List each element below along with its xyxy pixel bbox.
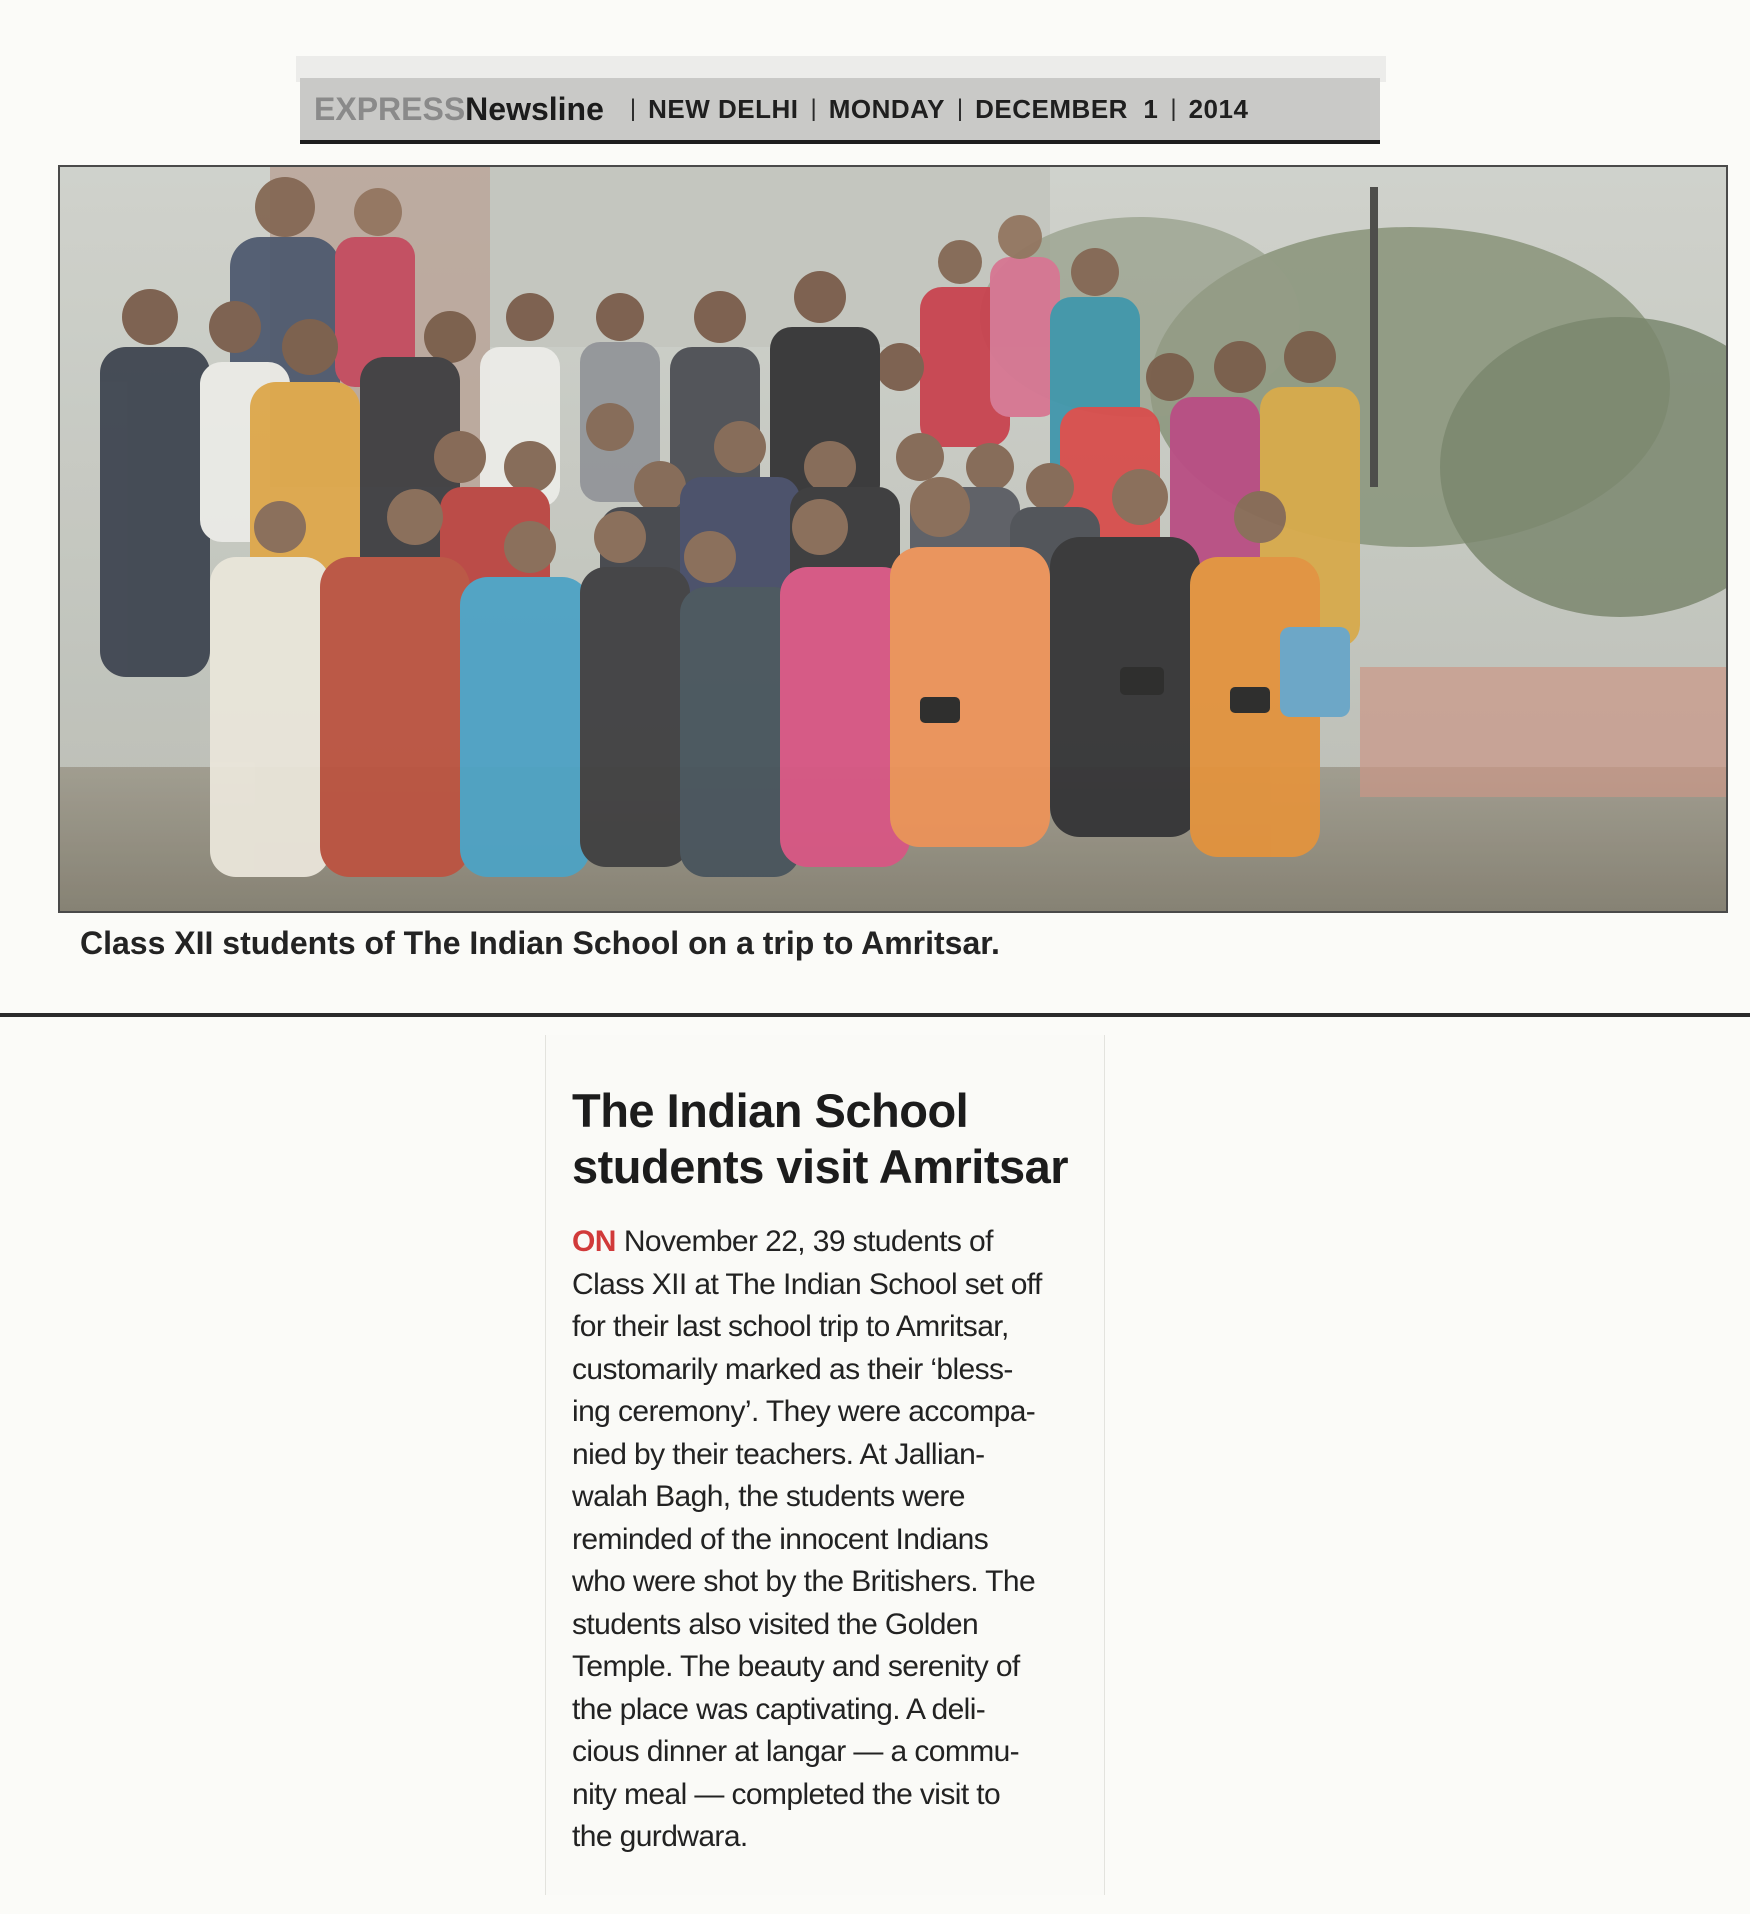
headline-line: students visit Amritsar: [572, 1140, 1069, 1193]
group-photo-illustration: [60, 167, 1726, 911]
brand-newsline: Newsline: [465, 90, 604, 127]
masthead-separator: |: [1170, 95, 1177, 122]
section-divider: [0, 1013, 1750, 1017]
body-line: nied by their teachers. At Jallian-: [572, 1437, 985, 1471]
body-line: the gurdwara.: [572, 1820, 748, 1853]
body-line: the place was captivating. A deli-: [572, 1692, 986, 1726]
masthead-year: 2014: [1188, 93, 1249, 124]
body-line: [572, 1221, 1092, 1264]
body-line: for their last school trip to Amritsar,: [572, 1310, 1009, 1343]
body-line: ing ceremony’. They were accompa-: [572, 1395, 1036, 1428]
body-line: walah Bagh, the students were: [572, 1480, 965, 1513]
body-line: customarily marked as their ‘bless-: [572, 1352, 1013, 1386]
body-line: reminded of the innocent Indians: [572, 1522, 989, 1556]
article-headline: [572, 1083, 1104, 1195]
masthead-day: MONDAY: [828, 93, 945, 124]
newspaper-masthead: [300, 78, 1380, 144]
masthead-city: NEW DELHI: [648, 93, 799, 124]
brand-express: EXPRESS: [314, 90, 466, 127]
headline-line: The Indian School: [572, 1084, 969, 1137]
masthead-separator: |: [956, 95, 964, 122]
masthead-separator: |: [810, 95, 817, 122]
group-photo: [58, 165, 1728, 913]
body-line: cious dinner at langar — a commu-: [572, 1735, 1020, 1768]
body-line: Temple. The beauty and serenity of: [572, 1650, 1020, 1683]
photo-caption: Class XII students of The Indian School on a trip to Amritsar.: [80, 925, 1000, 961]
body-line: who were shot by the Britishers. The: [572, 1565, 1036, 1598]
body-line-text: November 22, 39 students of: [623, 1225, 993, 1258]
masthead-date: DECEMBER 1: [975, 93, 1159, 124]
article-body: [572, 1221, 1092, 1859]
body-line: students also visited the Golden: [572, 1607, 979, 1641]
lead-word: ON: [572, 1225, 616, 1258]
article-column: [545, 1035, 1105, 1895]
body-line: Class XII at The Indian School set off: [572, 1267, 1042, 1301]
body-line: nity meal — completed the visit to: [572, 1777, 1001, 1811]
masthead-separator: |: [629, 95, 637, 122]
